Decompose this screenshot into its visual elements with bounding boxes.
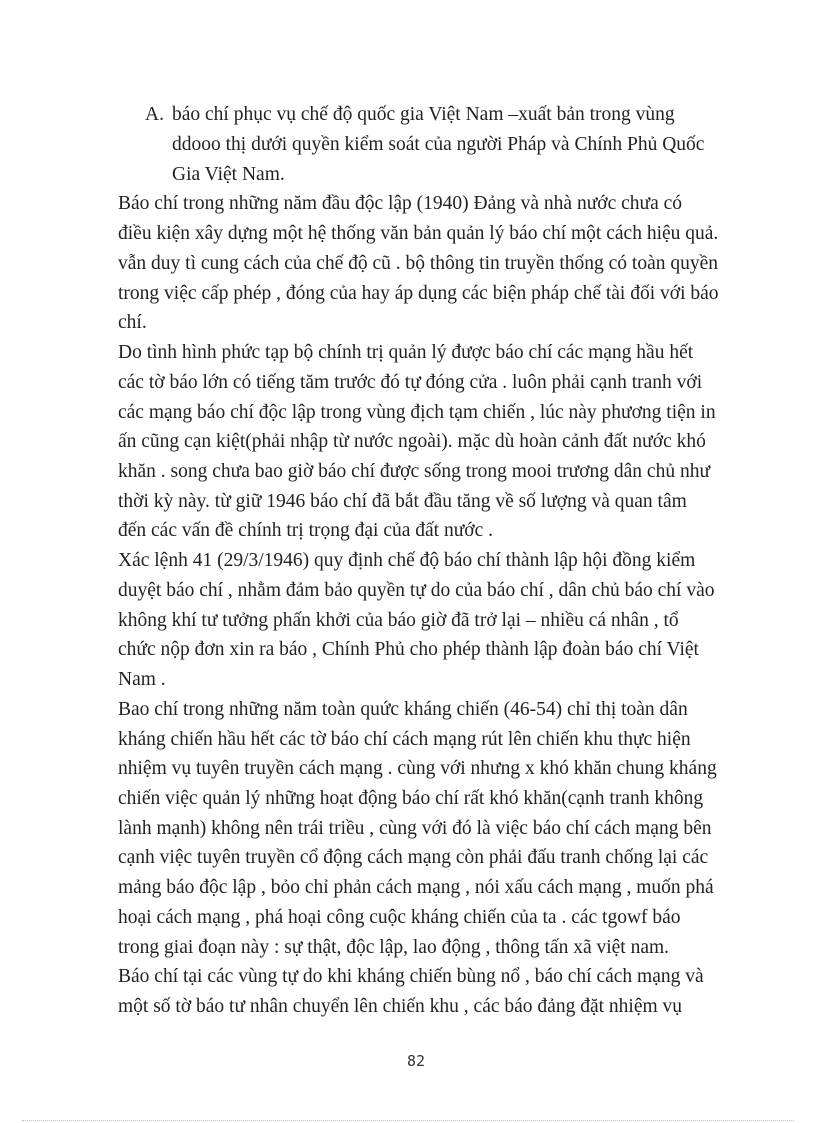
list-item-line: Gia Việt Nam. [172, 164, 285, 185]
body-line: chí. [118, 312, 147, 333]
body-line: đến các vấn đề chính trị trọng đại của đất nước . [118, 520, 493, 541]
body-line: chức nộp đơn xin ra báo , Chính Phủ cho phép thành lập đoàn báo chí Việt [118, 639, 699, 660]
body-line: Báo chí trong những năm đầu độc lập (1940) Đảng và nhà nước chưa có [118, 193, 683, 214]
body-line: Do tình hình phức tạp bộ chính trị quản lý được báo chí các mạng hầu hết [118, 342, 694, 363]
body-line: kháng chiến hầu hết các tờ báo chí cách mạng rút lên chiến khu thực hiện [118, 729, 691, 750]
body-line: khăn . song chưa bao giờ báo chí được sống trong mooi trương dân chủ như [118, 461, 711, 482]
body-line: Bao chí trong những năm toàn quức kháng chiến (46-54) chỉ thị toàn dân [118, 699, 688, 720]
body-line: lành mạnh) không nên trái triều , cùng với đó là việc báo chí cách mạng bên [118, 818, 712, 839]
body-line: điều kiện xây dựng một hệ thống văn bản quản lý báo chí một cách hiệu quả. [118, 223, 719, 244]
body-line: trong giai đoạn này : sự thật, độc lập, lao động , thông tấn xã việt nam. [118, 937, 670, 958]
body-line: Báo chí tại các vùng tự do khi kháng chiến bùng nổ , báo chí cách mạng và [118, 966, 704, 987]
page-number: 82 [406, 1052, 426, 1070]
list-item-line: ddooo thị dưới quyền kiểm soát của người Pháp và Chính Phủ Quốc [172, 134, 705, 155]
body-line: duyệt báo chí , nhằm đảm bảo quyền tự do của báo chí , dân chủ báo chí vào [118, 580, 715, 601]
body-line: một số tờ báo tư nhân chuyển lên chiến khu , các báo đảng đặt nhiệm vụ [118, 996, 683, 1017]
body-line: mảng báo độc lập , bỏo chỉ phản cách mạng , nói xấu cách mạng , muốn phá [118, 877, 714, 898]
body-line: Nam . [118, 669, 166, 690]
body-line: Xác lệnh 41 (29/3/1946) quy định chế độ báo chí thành lập hội đồng kiểm [118, 550, 696, 571]
list-item-line: báo chí phục vụ chế độ quốc gia Việt Nam –xuất bản trong vùng [172, 104, 675, 125]
page-bottom-edge [22, 1120, 794, 1121]
body-line: các mạng báo chí độc lập trong vùng địch tạm chiến , lúc này phương tiện in [118, 402, 716, 423]
body-line: nhiệm vụ tuyên truyền cách mạng . cùng với nhưng x khó khăn chung kháng [118, 758, 717, 779]
body-line: các tờ báo lớn có tiếng tăm trước đó tự đóng cửa . luôn phải cạnh tranh với [118, 372, 703, 393]
body-line: không khí tư tưởng phấn khởi của báo giờ đã trở lại – nhiều cá nhân , tổ [118, 610, 679, 631]
body-line: thời kỳ này. từ giữ 1946 báo chí đã bắt đầu tăng về số lượng và quan tâm [118, 491, 687, 512]
body-line: hoại cách mạng , phá hoại công cuộc kháng chiến của ta . các tgowf báo [118, 907, 681, 928]
body-line: chiến việc quản lý những hoạt động báo chí rất khó khăn(cạnh tranh không [118, 788, 704, 809]
body-line: cạnh việc tuyên truyền cổ động cách mạng còn phải đấu tranh chống lại các [118, 847, 709, 868]
list-item-marker: A. [145, 104, 164, 125]
body-line: trong việc cấp phép , đóng của hay áp dụng các biện pháp chế tài đối với báo [118, 283, 719, 304]
body-line: vẫn duy tì cung cách của chế độ cũ . bộ thông tin truyền thống có toàn quyền [118, 253, 719, 274]
body-line: ấn cũng cạn kiệt(phải nhập từ nước ngoài). mặc dù hoàn cảnh đất nước khó [118, 431, 706, 452]
